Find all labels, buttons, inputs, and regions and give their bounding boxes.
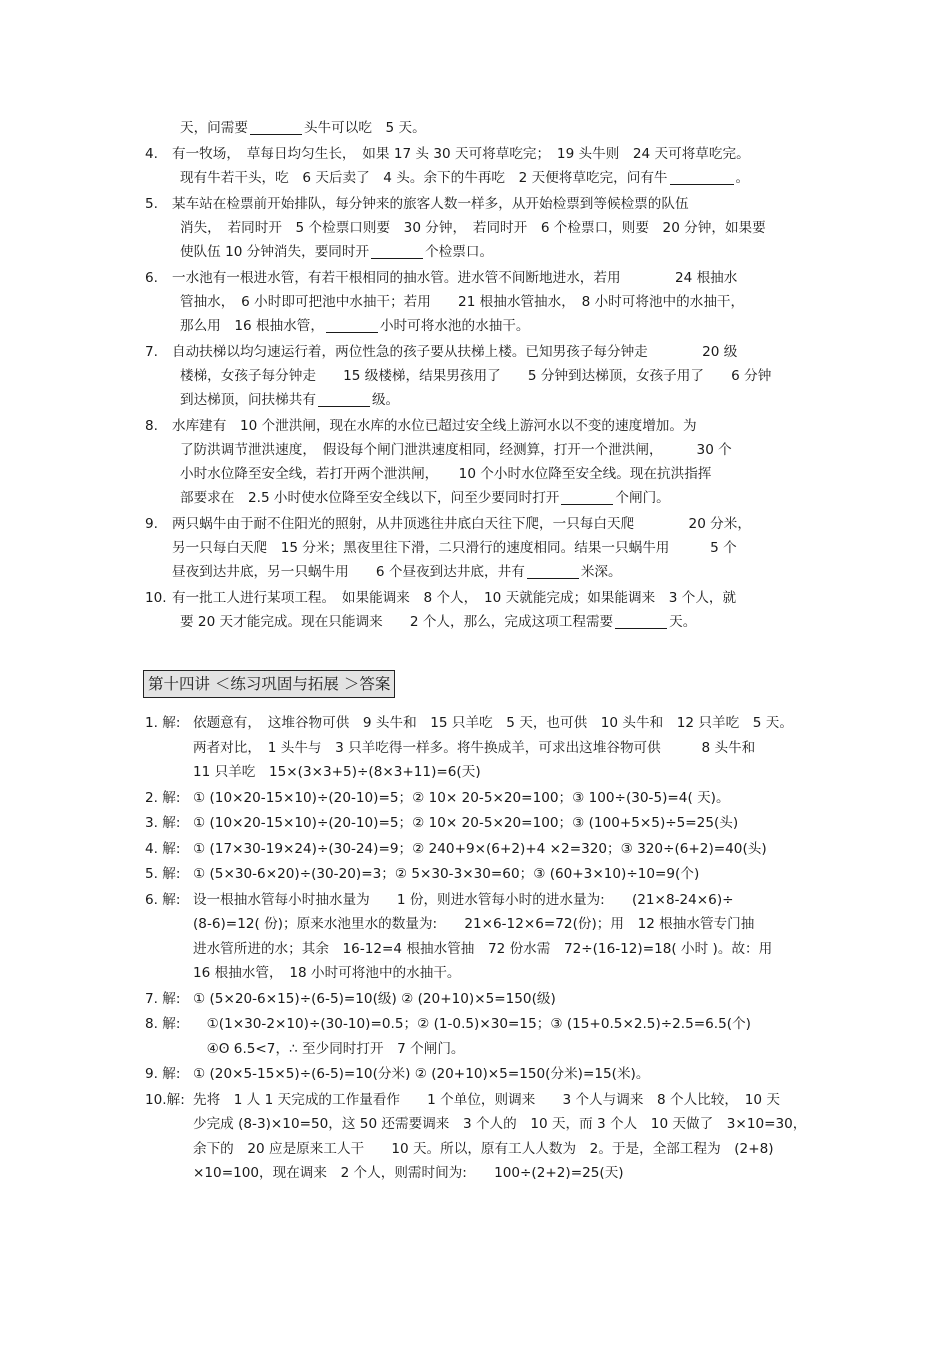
list-item: 4. 解: ① (17×30-19×24)÷(30-24)=9；② 240+9×(6+2)+4 ×2=320；③ 320÷(6+2)=40(头) (145, 840, 767, 857)
answer-blank (615, 614, 667, 629)
list-item: 6. 解: 设一根抽水管每小时抽水量为 1 份，则进水管每小时的进水量为: (21×8-24×6)÷ (8-6)=12( 份)；原来水池里水的数量为: 21×6-12×6=72(份)；用 12 根抽水管专门抽 进水管所进的水；其余 16-12=4 根抽水管抽 72 份水需 72÷(16-12)=18( 小时 )。故：用 16 根抽水管， 18 小时可将池中的水抽干。 (145, 891, 773, 981)
list-item: 5. 某车站在检票前开始排队，每分钟来的旅客人数一样多，从开始检票到等候检票的队伍 消失， 若同时开 5 个检票口则要 30 分钟， 若同时开 6 个检票口，则要 20 分钟，如果要 使队伍 10 分钟消失，要同时开 个检票口。 (145, 192, 813, 264)
list-item: 8. 水库建有 10 个泄洪闸，现在水库的水位已超过安全线上游河水以不变的速度增加。为 了防洪调节泄洪速度， 假设每个闸门泄洪速度相同，经测算，打开一个泄洪闸， 30 个 小时水位降至安全线，若打开两个泄洪闸， 10 个小时水位降至安全线。现在抗洪指挥 部要求在 2.5 小时使水位降至安全线以下，问至少要同时打开 个闸门。 (145, 414, 813, 510)
list-item: 5. 解: ① (5×30-6×20)÷(30-20)=3；② 5×30-3×30=60；③ (60+3×10)÷10=9(个) (145, 866, 700, 882)
list-item: 天，问需要 头牛可以吃 5 天。 (145, 116, 813, 140)
item-number: 7. (145, 344, 158, 360)
answer-blank (326, 318, 378, 333)
list-item: 8. 解: ①(1×30-2×10)÷(30-10)=0.5；② (1-0.5)×30=15；③ (15+0.5×2.5)÷2.5=6.5(个) ④ʘ 6.5<7，∴ 至少同时打开 7 个闸门。 (145, 1016, 751, 1057)
section-title: 第十四讲 ＜练习巩固与拓展 ＞答案 (143, 670, 395, 698)
list-item: 1. 解: 依题意有， 这堆谷物可供 9 头牛和 15 只羊吃 5 天，也可供 10 头牛和 12 只羊吃 5 天。 两者对比， 1 头牛与 3 只羊吃得一样多。将牛换成羊，可求出这堆谷物可供 8 头牛和 11 只羊吃 15×(3×3+5)÷(8×3+11)=6(天) (145, 715, 793, 780)
answer-blank (250, 120, 302, 135)
answer-list (145, 711, 813, 1187)
answer-blank (527, 564, 579, 579)
list-item: 9. 两只蜗牛由于耐不住阳光的照射，从井顶逃往井底白天往下爬，一只每白天爬 20 分米， 另一只每白天爬 15 分米；黑夜里往下滑，二只滑行的速度相同。结果一只蜗牛用 5 个 昼夜到达井底，另一只蜗牛用 6 个昼夜到达井底，井有 米深。 (145, 512, 813, 584)
item-number: 4. (145, 146, 158, 162)
item-number: 8. (145, 418, 158, 434)
item-number: 9. (145, 516, 158, 532)
list-item: 4. 有一牧场， 草每日均匀生长， 如果 17 头 30 天可将草吃完； 19 头牛则 24 天可将草吃完。 现有牛若干头，吃 6 天后卖了 4 头。余下的牛再吃 2 天便将草吃完，问有牛 。 (145, 142, 813, 190)
answer-blank (318, 392, 370, 407)
answer-blank (371, 244, 423, 259)
item-number: 5. (145, 196, 158, 212)
item-number: 6. (145, 270, 158, 286)
item-number: 10. (145, 590, 167, 606)
answer-blank (670, 170, 734, 185)
list-item: 3. 解: ① (10×20-15×10)÷(20-10)=5；② 10× 20-5×20=100；③ (100+5×5)÷5=25(头) (145, 815, 739, 831)
list-item: 10. 有一批工人进行某项工程。 如果能调来 8 个人， 10 天就能完成；如果能调来 3 个人，就 要 20 天才能完成。现在只能调来 2 个人，那么，完成这项工程需要 天。 (145, 586, 813, 634)
list-item: 10.解: 先将 1 人 1 天完成的工作量看作 1 个单位，则调来 3 个人与调来 8 个人比较， 10 天 少完成 (8-3)×10=50，这 50 还需要调来 3 个人的 10 天，而 3 个人 10 天做了 3×10=30， 余下的 20 应是原来工人干 10 天。所以，原有工人人数为 2。于是，全部工程为 (2+8) ×10=100，现在调来 2 个人，则需时间为: 100÷(2+2)=25(天) (145, 1091, 807, 1181)
list-item: 7. 解: ① (5×20-6×15)÷(6-5)=10(级) ② (20+10)×5=150(级) (145, 990, 556, 1007)
list-item: 9. 解: ① (20×5-15×5)÷(6-5)=10(分米) ② (20+10)×5=150(分米)=15(米)。 (145, 1066, 650, 1082)
list-item: 6. 一水池有一根进水管，有若干根相同的抽水管。进水管不间断地进水，若用 24 根抽水 管抽水， 6 小时即可把池中水抽干；若用 21 根抽水管抽水， 8 小时可将池中的水抽干， 那么用 16 根抽水管， 小时可将水池的水抽干。 (145, 266, 813, 338)
item-number (145, 116, 172, 140)
list-item: 7. 自动扶梯以均匀速运行着，两位性急的孩子要从扶梯上楼。已知男孩子每分钟走 20 级 楼梯，女孩子每分钟走 15 级楼梯，结果男孩用了 5 分钟到达梯顶，女孩子用了 6 分钟 到达梯顶，问扶梯共有 级。 (145, 340, 813, 412)
answer-blank (561, 490, 613, 505)
list-item: 2. 解: ① (10×20-15×10)÷(20-10)=5；② 10× 20-5×20=100；③ 100÷(30-5)=4( 天)。 (145, 789, 730, 806)
problem-list (145, 116, 813, 636)
